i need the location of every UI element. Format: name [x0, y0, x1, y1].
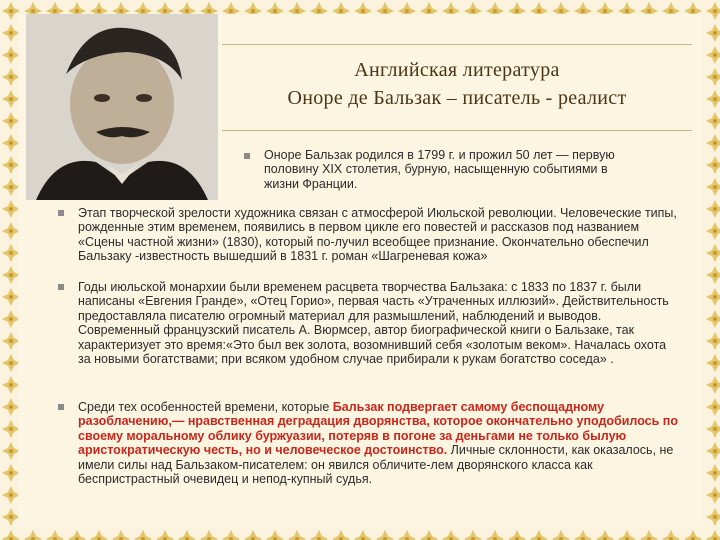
title-line-2: Оноре де Бальзак – писатель - реалист	[287, 87, 627, 109]
intro-text: Оноре Бальзак родился в 1799 г. и прожил 50 лет — первую половину XIX столетия, бурную, насыщенную событиями в жизни Франции.	[264, 148, 615, 191]
bullet-icon	[58, 210, 64, 216]
page-title	[222, 56, 692, 112]
paragraph-3	[78, 400, 678, 486]
title-rule-bottom	[222, 130, 692, 131]
bullet-icon	[58, 404, 64, 410]
portrait-image	[26, 14, 218, 200]
title-rule-top	[222, 44, 692, 45]
paragraph-1: Этап творческой зрелости художника связан с атмосферой Июльской революции. Человеческие типы, рожденные этим временем, появились в первом цикле его повестей и рассказов под названием «Сцены частной жизни» (1830), который по-лучил всеобщее признание. Окончательно обеспечил Бальзаку -известность вышедший в 1831 г. роман «Шагреневая кожа»	[78, 206, 677, 264]
paragraph-3-start: Среди тех особенностей времени, которые	[78, 400, 333, 414]
bullet-icon	[244, 153, 250, 159]
title-line-1: Английская литература	[354, 59, 560, 81]
paragraph-3-end: Личные склонности, как оказалось, не имели силы над Бальзаком-писателем: он явился обличите-лем дворянского класса как беспристрастный очевидец и непод-купный судья.	[78, 443, 674, 487]
paragraph-2: Годы июльской монархии были временем расцвета творчества Бальзака: с 1833 по 1837 г. были написаны «Евгения Гранде», «Отец Горио», первая часть «Утраченных иллюзий». Действительность предоставляла писателю огромный материал для размышлений, наблюдений и выводов. Современный французский писатель А. Вюрмсер, автор биографической книги о Бальзаке, так характеризует это время:«Это был век золота, возомнивший себя «золотым веком». Началась охота за новыми богатствами; при всяком удобном случае прибирали к рукам богатство соседа» .	[78, 280, 669, 367]
bullet-icon	[58, 284, 64, 290]
paragraph-3-highlight: Бальзак подвергает самому беспощадному разоблачению,— нравственная деградация дворянства, которое окончательно уподобилось по своему моральному облику буржуазии, потеряв в погоне за деньгами не только былую аристократическую честь, но и человеческое достоинство.	[78, 400, 678, 458]
